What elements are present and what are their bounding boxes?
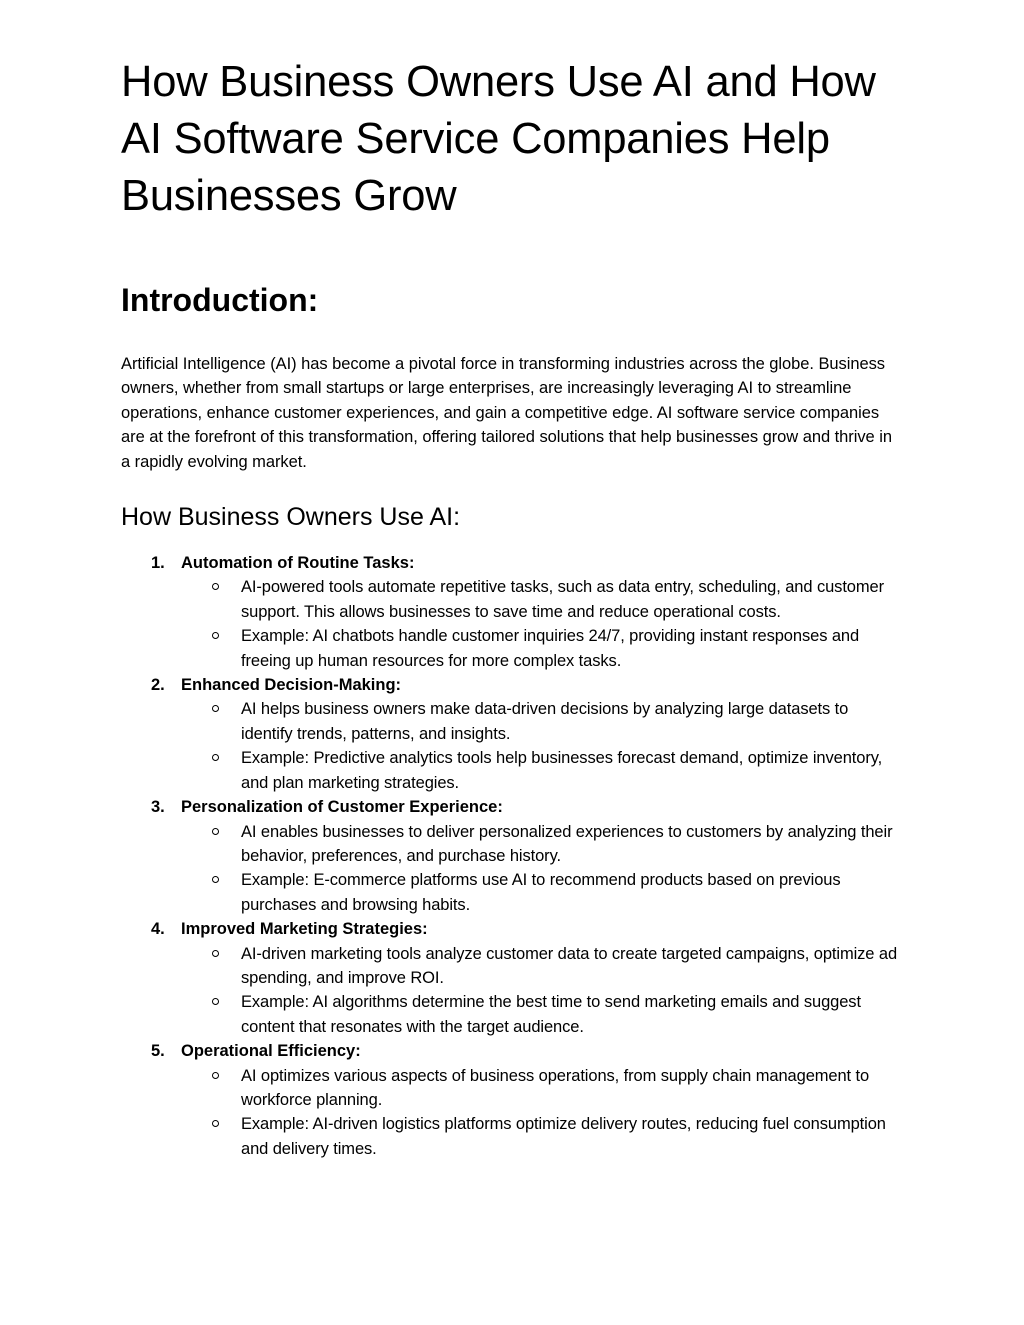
sub-list-item: [181, 1064, 904, 1113]
sub-list-item-text: Example: AI chatbots handle customer inquiries 24/7, providing instant responses and freeing up human resources for more complex tasks.: [241, 627, 860, 670]
introduction-heading: Introduction:: [121, 282, 319, 318]
sub-list-item: [181, 1112, 904, 1161]
sub-list-item-text: Example: AI algorithms determine the best time to send marketing emails and suggest content that resonates with the target audience.: [241, 993, 861, 1036]
sub-list: [181, 697, 904, 795]
sub-list: [181, 942, 904, 1040]
sub-list-item-text: AI optimizes various aspects of business operations, from supply chain management to workforce planning.: [241, 1066, 870, 1109]
list-item: [121, 917, 904, 1039]
list-item: [121, 551, 904, 673]
sub-list-item: [181, 990, 904, 1039]
sub-list: [181, 820, 904, 918]
sub-list-item: [181, 624, 904, 673]
list-item-title: Operational Efficiency:: [181, 1042, 361, 1061]
sub-list-item-text: AI enables businesses to deliver personalized experiences to customers by analyzing their behavior, preferences, and purchase history.: [241, 822, 893, 865]
sub-list-item-text: AI helps business owners make data-driven decisions by analyzing large datasets to identify trends, patterns, and insights.: [241, 700, 849, 743]
sub-list: [181, 575, 904, 673]
hollow-circle-bullet-icon: [212, 583, 219, 590]
sub-list-item: [181, 868, 904, 917]
list-item-title: Improved Marketing Strategies:: [181, 920, 428, 939]
document-title: How Business Owners Use AI and How AI Software Service Companies Help Businesses Grow: [121, 58, 876, 220]
list-item-number: 1.: [151, 554, 165, 573]
hollow-circle-bullet-icon: [212, 950, 219, 957]
numbered-list: [121, 551, 904, 1161]
list-item-number: 2.: [151, 676, 165, 695]
hollow-circle-bullet-icon: [212, 998, 219, 1005]
hollow-circle-bullet-icon: [212, 1120, 219, 1127]
list-item-number: 4.: [151, 920, 165, 939]
list-item-title: Personalization of Customer Experience:: [181, 798, 503, 817]
hollow-circle-bullet-icon: [212, 754, 219, 761]
hollow-circle-bullet-icon: [212, 632, 219, 639]
list-item: [121, 795, 904, 917]
hollow-circle-bullet-icon: [212, 876, 219, 883]
sub-list-item: [181, 697, 904, 746]
hollow-circle-bullet-icon: [212, 705, 219, 712]
sub-list-item: [181, 575, 904, 624]
list-item: [121, 673, 904, 795]
sub-list-item: [181, 746, 904, 795]
sub-list-item: [181, 942, 904, 991]
sub-list-item-text: Example: E-commerce platforms use AI to recommend products based on previous purchases and browsing habits.: [241, 871, 841, 914]
list-item-title: Enhanced Decision-Making:: [181, 676, 402, 695]
hollow-circle-bullet-icon: [212, 1072, 219, 1079]
sub-list-item-text: Example: AI-driven logistics platforms optimize delivery routes, reducing fuel consumption and delivery times.: [241, 1115, 886, 1158]
sub-list-item-text: AI-driven marketing tools analyze customer data to create targeted campaigns, optimize ad spending, and improve ROI.: [241, 944, 898, 987]
list-item-title: Automation of Routine Tasks:: [181, 554, 415, 573]
hollow-circle-bullet-icon: [212, 828, 219, 835]
sub-list-item-text: Example: Predictive analytics tools help businesses forecast demand, optimize inventory, and plan marketing strategies.: [241, 749, 883, 792]
section-heading: How Business Owners Use AI:: [121, 503, 461, 532]
list-item: [121, 1039, 904, 1161]
sub-list-item-text: AI-powered tools automate repetitive tasks, such as data entry, scheduling, and customer support. This allows businesses to save time and reduce operational costs.: [241, 578, 884, 621]
list-item-number: 5.: [151, 1042, 165, 1061]
sub-list: [181, 1064, 904, 1162]
introduction-paragraph: Artificial Intelligence (AI) has become a pivotal force in transforming industries across the globe. Business owners, whether from small startups or large enterprises, are increasingly leveraging AI to streamline operations, enhance customer experiences, and gain a competitive edge. AI software service companies are at the forefront of this transformation, offering tailored solutions that help businesses grow and thrive in a rapidly evolving market.: [121, 355, 892, 471]
list-item-number: 3.: [151, 798, 165, 817]
sub-list-item: [181, 820, 904, 869]
